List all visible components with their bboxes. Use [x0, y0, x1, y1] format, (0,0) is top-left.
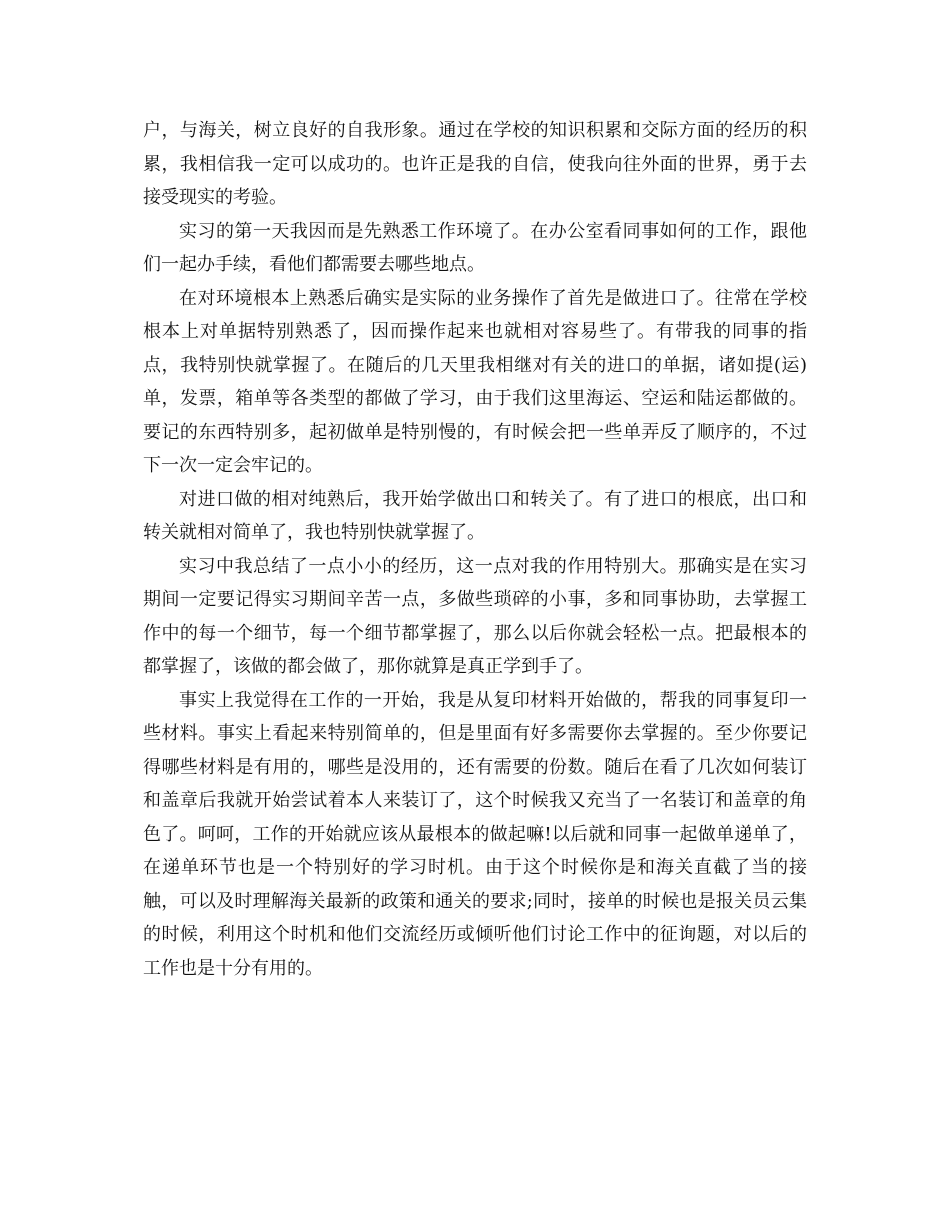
- document-body: [143, 114, 807, 985]
- paragraph: 实习中我总结了一点小小的经历，这一点对我的作用特别大。那确实是在实习期间一定要记得实习期间辛苦一点，多做些琐碎的小事，多和同事协助，去掌握工作中的每一个细节，每一个细节都掌握了，那么以后你就会轻松一点。把最根本的都掌握了，该做的都会做了，那你就算是真正学到手了。: [143, 555, 807, 677]
- paragraph: 对进口做的相对纯熟后，我开始学做出口和转关了。有了进口的根底，出口和转关就相对简单了，我也特别快就掌握了。: [143, 488, 807, 543]
- paragraph: 在对环境根本上熟悉后确实是实际的业务操作了首先是做进口了。往常在学校根本上对单据特别熟悉了，因而操作起来也就相对容易些了。有带我的同事的指点，我特别快就掌握了。在随后的几天里我相继对有关的进口的单据，诸如提(运)单，发票，箱单等各类型的都做了学习，由于我们这里海运、空运和陆运都做的。要记的东西特别多，起初做单是特别慢的，有时候会把一些单弄反了顺序的，不过下一次一定会牢记的。: [143, 287, 807, 476]
- paragraph: 事实上我觉得在工作的一开始，我是从复印材料开始做的，帮我的同事复印一些材料。事实上看起来特别简单的，但是里面有好多需要你去掌握的。至少你要记得哪些材料是有用的，哪些是没用的，还有需要的份数。随后在看了几次如何装订和盖章后我就开始尝试着本人来装订了，这个时候我又充当了一名装订和盖章的角色了。呵呵，工作的开始就应该从最根本的做起嘛!以后就和同事一起做单递单了，在递单环节也是一个特别好的学习时机。由于这个时候你是和海关直截了当的接触，可以及时理解海关最新的政策和通关的要求;同时，接单的时候也是报关员云集的时候，利用这个时机和他们交流经历或倾听他们讨论工作中的征询题，对以后的工作也是十分有用的。: [143, 689, 807, 979]
- paragraph: 实习的第一天我因而是先熟悉工作环境了。在办公室看同事如何的工作，跟他们一起办手续，看他们都需要去哪些地点。: [143, 220, 807, 275]
- paragraph-continued: 户，与海关，树立良好的自我形象。通过在学校的知识积累和交际方面的经历的积累，我相信我一定可以成功的。也许正是我的自信，使我向往外面的世界，勇于去接受现实的考验。: [143, 120, 807, 208]
